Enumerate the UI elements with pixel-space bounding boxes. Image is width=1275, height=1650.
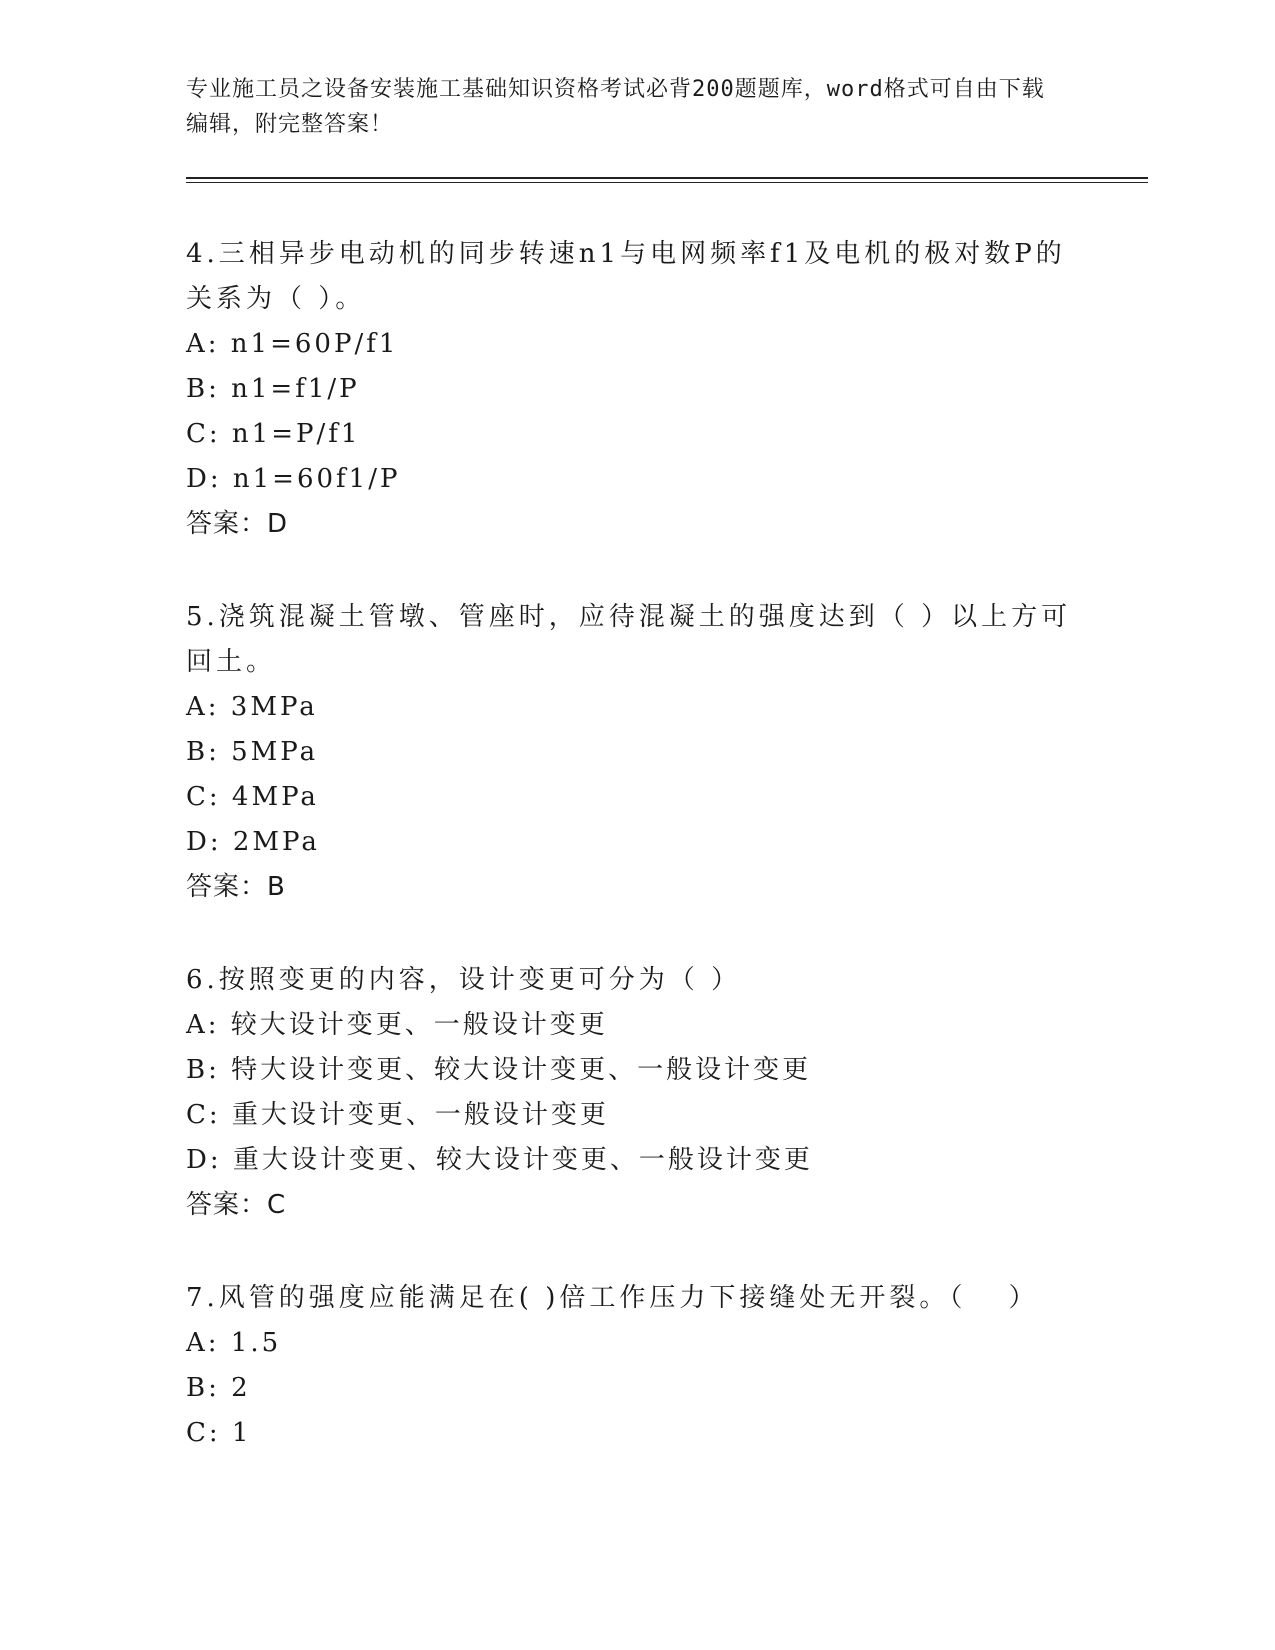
answer-line: 答案：D bbox=[186, 509, 289, 539]
option-b: B: 2 bbox=[186, 1373, 251, 1403]
option-a: A: 3MPa bbox=[186, 692, 318, 722]
question-stem: 5.浇筑混凝土管墩、管座时，应待混凝土的强度达到（ ）以上方可回土。 bbox=[186, 602, 1072, 677]
answer-line: 答案：C bbox=[186, 1190, 287, 1220]
option-a: A: 较大设计变更、一般设计变更 bbox=[186, 1010, 608, 1040]
option-c: C: 重大设计变更、一般设计变更 bbox=[186, 1100, 609, 1130]
header-rule-thick bbox=[186, 177, 1148, 179]
header-rule-thin bbox=[186, 182, 1148, 183]
option-a: A: n1=60P/f1 bbox=[186, 329, 399, 359]
option-d: D: 2MPa bbox=[186, 827, 320, 857]
option-d: D: 重大设计变更、较大设计变更、一般设计变更 bbox=[186, 1145, 813, 1175]
question-7 bbox=[186, 1276, 1086, 1456]
option-c: C: n1=P/f1 bbox=[186, 419, 361, 449]
option-b: B: 5MPa bbox=[186, 737, 319, 767]
option-c: C: 1 bbox=[186, 1418, 252, 1448]
option-d: D: n1=60f1/P bbox=[186, 464, 401, 494]
answer-line: 答案：B bbox=[186, 872, 286, 902]
question-stem: 4.三相异步电动机的同步转速n1与电网频率f1及电机的极对数P的关系为（ ）。 bbox=[186, 239, 1066, 314]
question-stem: 7.风管的强度应能满足在( )倍工作压力下接缝处无开裂。（ ） bbox=[186, 1283, 1039, 1313]
question-5 bbox=[186, 595, 1086, 910]
option-b: B: 特大设计变更、较大设计变更、一般设计变更 bbox=[186, 1055, 812, 1085]
question-6 bbox=[186, 958, 1086, 1228]
option-a: A: 1.5 bbox=[186, 1328, 282, 1358]
option-b: B: n1=f1/P bbox=[186, 374, 360, 404]
document-header: 专业施工员之设备安装施工基础知识资格考试必背200题题库，word格式可自由下载编辑，附完整答案！ bbox=[186, 77, 1045, 137]
option-c: C: 4MPa bbox=[186, 782, 319, 812]
question-4 bbox=[186, 232, 1086, 547]
question-stem: 6.按照变更的内容，设计变更可分为（ ） bbox=[186, 965, 742, 995]
